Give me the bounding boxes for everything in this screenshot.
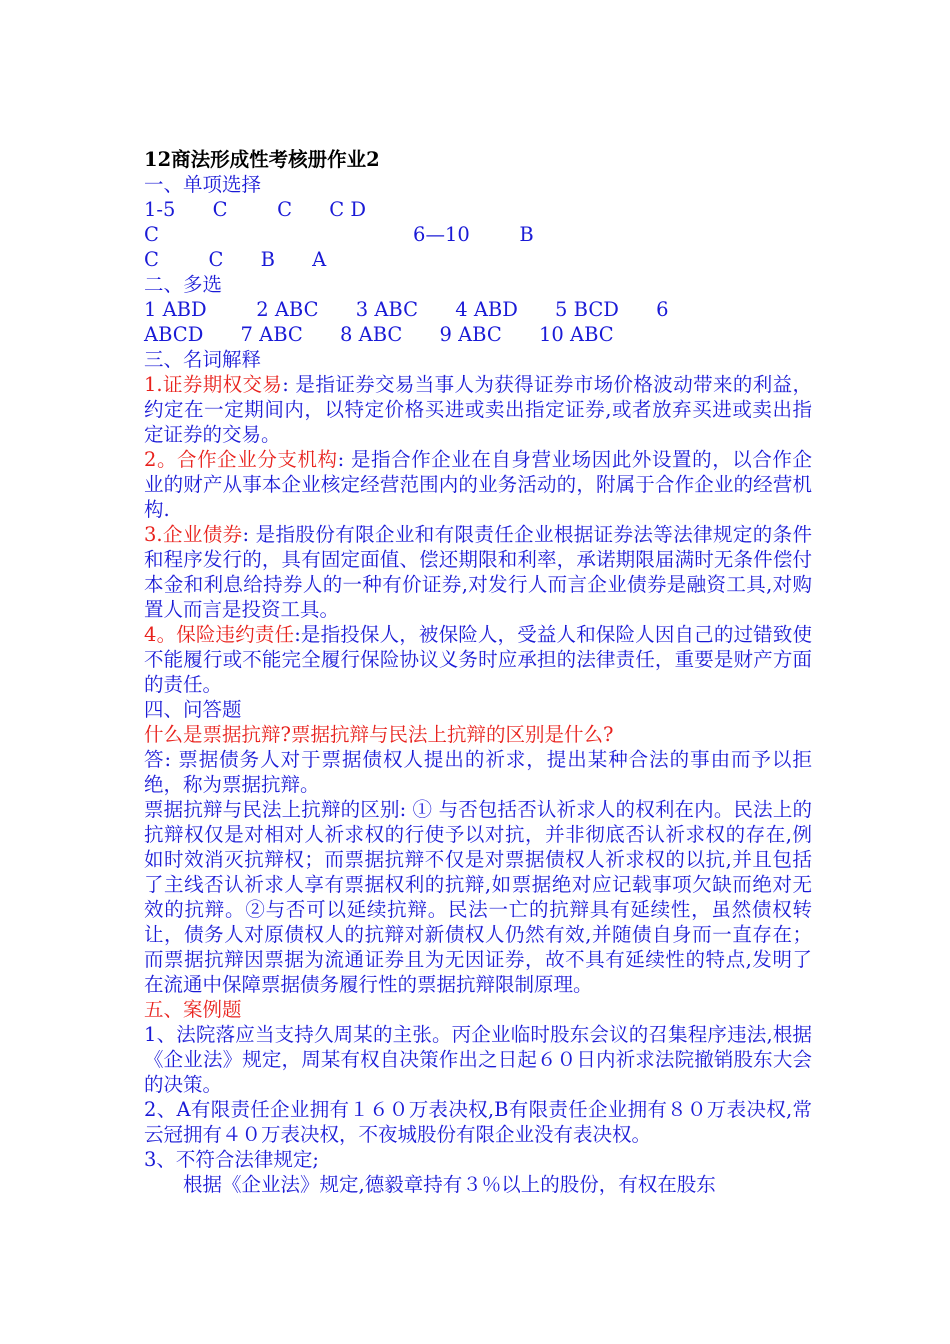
multiple-choice-answers-2: ABCD 7 ABC 8 ABC 9 ABC 10 ABC: [144, 323, 614, 346]
case-answer-2: 2、A有限责任企业拥有１６０万表决权,B有限责任企业拥有８０万表决权,常云冠拥有４０万表决权，不夜城股份有限企业没有表决权。: [144, 1098, 812, 1146]
term-text: : 是指股份有限企业和有限责任企业根据证券法等法律规定的条件和程序发行的，具有固定面值、偿还期限和利率，承诺期限届满时无条件偿付本金和利息给持券人的一种有价证券,对发行人而言企业债券是融资工具,对购置人而言是投资工具。: [144, 523, 812, 621]
case-answer-3-detail: 根据《企业法》规定,德毅章持有３％以上的股份，有权在股东: [183, 1173, 716, 1196]
document-title: 12商法形成性考核册作业2: [144, 148, 380, 171]
term-definition: [144, 372, 812, 447]
case-answer-1: 1、法院落应当支持久周某的主张。丙企业临时股东会议的召集程序违法,根据《企业法》规定，周某有权自决策作出之日起６０日内祈求法院撤销股东大会的决策。: [144, 1023, 812, 1096]
term-name: 1.证券期权交易: [144, 373, 283, 396]
term-name: 4。保险违约责任: [144, 623, 295, 646]
section-heading-single-choice: 一、单项选择: [144, 173, 262, 196]
term-text: : 是指合作企业在自身营业场因此外设置的，以合作企业的财产从事本企业核定经营范围内的业务活动的，附属于合作企业的经营机构.: [144, 448, 812, 521]
qa-answer-detail: 票据抗辩与民法上抗辩的区别: ① 与否包括否认祈求人的权利在内。民法上的抗辩权仅是对相对人祈求权的行使予以对抗，并非彻底否认祈求权的存在,例如时效消灭抗辩权；而票据抗辩不仅是对票据债权人祈求权的以抗,并且包括了主线否认祈求人享有票据权利的抗辩,如票据绝对应记载事项欠缺而绝对无效的抗辩。②与否可以延续抗辩。民法一亡的抗辩具有延续性，虽然债权转让，债务人对原债权人的抗辩对新债权人仍然有效,并随债自身而一直存在；而票据抗辩因票据为流通证券且为无因证券，故不具有延续性的特点,发明了在流通中保障票据债务履行性的票据抗辩限制原理。: [144, 798, 812, 996]
document-page: [144, 147, 812, 1197]
single-choice-answers-2: C 6—10 B: [144, 223, 534, 246]
term-definition: [144, 522, 812, 622]
section-heading-multiple-choice: 二、多选: [144, 273, 223, 296]
term-definition: [144, 447, 812, 522]
section-heading-cases: 五、案例题: [144, 998, 242, 1021]
term-text: : 是指证券交易当事人为获得证券市场价格波动带来的利益，约定在一定期间内，以特定价格买进或卖出指定证券,或者放弃买进或卖出指定证券的交易。: [144, 373, 812, 446]
term-text: :是指投保人，被保险人，受益人和保险人因自己的过错致使不能履行或不能完全履行保险协议义务时应承担的法律责任，重要是财产方面的责任。: [144, 623, 812, 696]
multiple-choice-answers-1: 1 ABD 2 ABC 3 ABC 4 ABD 5 BCD 6: [144, 298, 669, 321]
section-heading-qa: 四、问答题: [144, 698, 242, 721]
qa-question: 什么是票据抗辩?票据抗辩与民法上抗辩的区别是什么?: [144, 723, 614, 746]
single-choice-answers-1: 1-5 C C C D: [144, 198, 366, 221]
qa-answer-intro: 答: 票据债务人对于票据债权人提出的祈求，提出某种合法的事由而予以拒绝，称为票据抗辩。: [144, 748, 812, 796]
term-name: 2。合作企业分支机构: [144, 448, 338, 471]
section-heading-terms: 三、名词解释: [144, 348, 262, 371]
case-answer-3: 3、不符合法律规定;: [144, 1148, 319, 1171]
single-choice-answers-3: C C B A: [144, 248, 327, 271]
term-definition: [144, 622, 812, 697]
term-name: 3.企业债券: [144, 523, 243, 546]
